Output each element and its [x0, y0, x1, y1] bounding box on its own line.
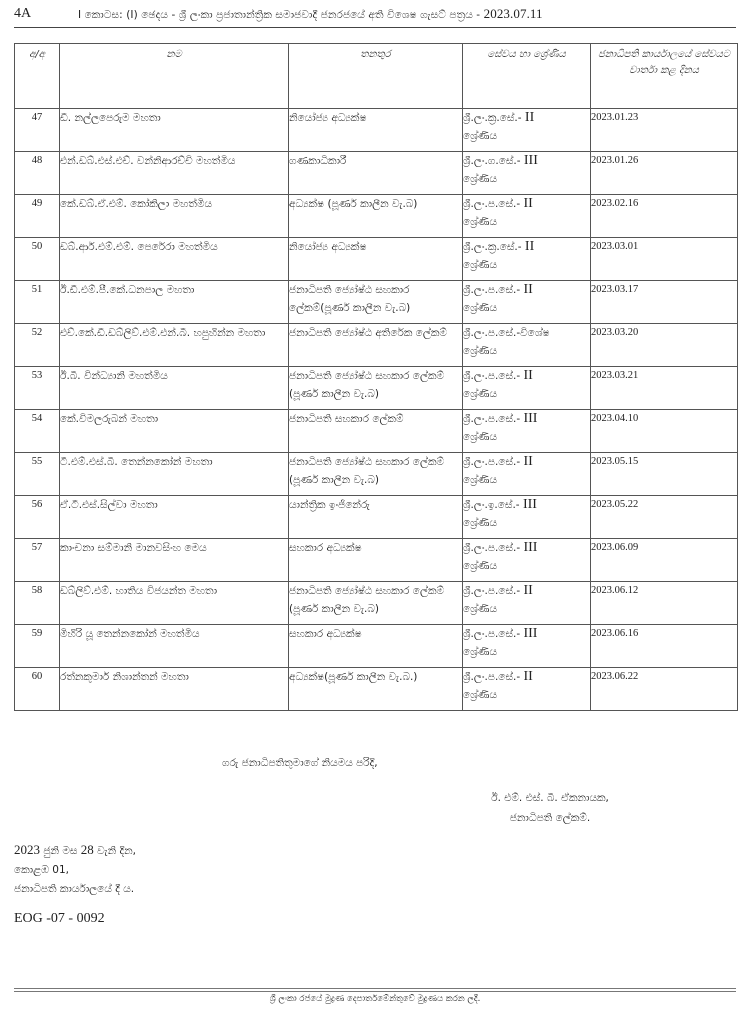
row-name: එන්.ඩබ්.එස්.එච්. වන්නිආරච්චි මහත්මිය — [60, 152, 289, 195]
row-name: ඩී. නල්ලපෙරුම මහතා — [60, 109, 289, 152]
signature-block — [460, 788, 640, 828]
row-report-date: 2023.06.22 — [591, 668, 738, 711]
row-serial: 47 — [15, 109, 60, 152]
service-code: ශ්‍රී.ලං.ග.සේ.- — [463, 155, 521, 167]
col-header-service-grade: සේවය හා ශ්‍රේණිය — [463, 44, 591, 109]
row-report-date: 2023.05.15 — [591, 453, 738, 496]
issue-date-line — [14, 840, 136, 861]
col-header-name: නම — [60, 44, 289, 109]
service-code: ශ්‍රී.ලං.ප.සේ.- — [463, 628, 521, 640]
service-line — [463, 238, 590, 256]
grade-word: ශ්‍රේණිය — [463, 560, 497, 572]
row-name: ඩබ්ලිව්.එම්. හාතිය විජයන්ත මහතා — [60, 582, 289, 625]
service-code: ශ්‍රී.ලං.ප.සේ.- — [463, 542, 521, 554]
row-report-date: 2023.03.20 — [591, 324, 738, 367]
service-class: III — [523, 411, 538, 426]
reference-number: EOG -07 - 0092 — [14, 911, 105, 926]
table-row — [15, 281, 738, 324]
service-class: II — [523, 583, 533, 598]
table-row — [15, 453, 738, 496]
row-report-date: 2023.06.16 — [591, 625, 738, 668]
issue-year: 2023 — [14, 842, 40, 857]
issue-month: ජුනි මස — [43, 845, 78, 857]
row-name: ඊ.බී. වින්ධ්‍යානි මහත්මිය — [60, 367, 289, 410]
row-position: නියෝජ්‍ය අධ්‍යක්ෂ — [289, 109, 463, 152]
grade-word: ශ්‍රේණිය — [463, 517, 497, 529]
service-class: II — [524, 239, 535, 254]
row-name: රත්නකුමාර් නිශාන්තන් මහතා — [60, 668, 289, 711]
service-class: III — [523, 540, 538, 555]
gazette-date: 2023.07.11 — [483, 6, 543, 21]
service-code: ශ්‍රී.ලං.ප.සේ.- — [463, 585, 521, 597]
service-line — [463, 324, 590, 342]
row-report-date: 2023.05.22 — [591, 496, 738, 539]
service-code: ශ්‍රී.ලං.ප.සේ.- — [463, 284, 521, 296]
service-class: III — [523, 153, 538, 168]
service-code: ශ්‍රී.ලං.ප.සේ.- — [463, 370, 521, 382]
issue-place-date — [14, 840, 136, 899]
row-service-grade — [463, 195, 591, 238]
table-row — [15, 496, 738, 539]
row-service-grade — [463, 496, 591, 539]
service-line — [463, 195, 590, 213]
table-row — [15, 238, 738, 281]
row-name: ඩබ්.ආර්.එම්.එම්. පෙරේරා මහත්මිය — [60, 238, 289, 281]
signatory-title: ජනාධිපති ලේකම්. — [509, 812, 591, 824]
grade-word: ශ්‍රේණිය — [463, 474, 497, 486]
issue-day-suffix: වැනි දින, — [97, 845, 136, 857]
row-report-date: 2023.01.23 — [591, 109, 738, 152]
row-position: නියෝජ්‍ය අධ්‍යක්ෂ — [289, 238, 463, 281]
gazette-title-text: I කොටස: (I) ඡෙදය - ශ්‍රී ලංකා ප්‍රජාතාන්ත්‍රික සමාජවාදී ජනරජයේ අති විශෙෂ ගැසට් පත්‍රය - — [78, 9, 481, 21]
row-serial: 54 — [15, 410, 60, 453]
row-serial: 50 — [15, 238, 60, 281]
row-name: කේ.ඩබ්.ඒ.එම්. කෝකිලා මහත්මිය — [60, 195, 289, 238]
grade-word: ශ්‍රේණිය — [463, 173, 497, 185]
service-line — [463, 582, 590, 600]
row-serial: 60 — [15, 668, 60, 711]
table-row — [15, 668, 738, 711]
row-service-grade — [463, 367, 591, 410]
table-row — [15, 109, 738, 152]
grade-word: ශ්‍රේණිය — [463, 689, 497, 701]
row-serial: 56 — [15, 496, 60, 539]
table-row — [15, 324, 738, 367]
row-service-grade — [463, 410, 591, 453]
row-serial: 49 — [15, 195, 60, 238]
row-report-date: 2023.06.12 — [591, 582, 738, 625]
grade-word: ශ්‍රේණිය — [463, 603, 497, 615]
grade-word: ශ්‍රේණිය — [463, 259, 497, 271]
col-header-position: තනතුර — [289, 44, 463, 109]
row-position: සහකාර අධ්‍යක්ෂ — [289, 539, 463, 582]
row-service-grade — [463, 582, 591, 625]
row-name: ඒ.ටී.එස්.සිල්වා මහතා — [60, 496, 289, 539]
row-position: ජනාධිපති ජ්‍යෝෂ්ඨ සහකාර ලේකම් (පූර්ණ කාලීන වැ.බ) — [289, 453, 463, 496]
table-row — [15, 152, 738, 195]
order-statement: ගරු ජනාධිපතිතුමාගේ නියමය පරිදි, — [222, 757, 378, 769]
row-position: ජනාධිපති ජ්‍යෝෂ්ඨ අතිරේක ලේකම් — [289, 324, 463, 367]
row-position: ගණකාධිකාරී — [289, 152, 463, 195]
printer-imprint: ශ්‍රී ලංකා රජයේ මුද්‍රණ දෙපාර්තමේන්තුවේ මුද්‍රණය කරන ලදී. — [269, 994, 481, 1004]
row-position: අධ්‍යක්ෂ (පූර්ණ කාලීන වැ.බ) — [289, 195, 463, 238]
grade-word: ශ්‍රේණිය — [463, 130, 497, 142]
service-code: ශ්‍රී.ලං.ප.සේ.- — [463, 413, 521, 425]
service-class: II — [524, 110, 535, 125]
row-report-date: 2023.04.10 — [591, 410, 738, 453]
gazette-title — [78, 4, 543, 25]
row-position: ජනාධිපති ජ්‍යෝෂ්ඨ සහකාර ලේකම්(පූර්ණ කාලීන වැ.බ) — [289, 281, 463, 324]
service-line — [463, 152, 590, 170]
service-line — [463, 625, 590, 643]
row-name: ඊ.ඩී.එම්.පී.කේ.ධනපාල මහතා — [60, 281, 289, 324]
col-header-report-date: ජනාධිපති කාර්යාලයේ සේවයට වාර්තා කළ දිනය — [591, 44, 738, 109]
service-class: II — [523, 669, 533, 684]
service-code: ශ්‍රී.ලං.ප.සේ.-විශේෂ — [463, 327, 550, 339]
row-position: සහකාර අධ්‍යක්ෂ — [289, 625, 463, 668]
row-name: මිහිරි යූ තෙන්නකෝන් මහත්මිය — [60, 625, 289, 668]
service-class: III — [523, 626, 538, 641]
row-service-grade — [463, 152, 591, 195]
table-row — [15, 625, 738, 668]
row-report-date: 2023.01.26 — [591, 152, 738, 195]
row-name: ටී.එම්.එස්.බී. තෙන්නකෝන් මහතා — [60, 453, 289, 496]
header-divider — [14, 27, 736, 28]
row-serial: 55 — [15, 453, 60, 496]
page-number: 4A — [14, 6, 32, 21]
row-name: එච්.කේ.ඩී.ඩබ්ලිව්.එම්.එන්.බී. හපුහින්න මහතා — [60, 324, 289, 367]
row-serial: 53 — [15, 367, 60, 410]
service-line — [463, 453, 590, 471]
issue-day: 28 — [80, 842, 94, 857]
service-line — [463, 410, 590, 428]
service-line — [463, 281, 590, 299]
row-serial: 52 — [15, 324, 60, 367]
service-class: II — [523, 282, 533, 297]
row-service-grade — [463, 238, 591, 281]
row-service-grade — [463, 625, 591, 668]
row-serial: 58 — [15, 582, 60, 625]
grade-word: ශ්‍රේණිය — [463, 302, 497, 314]
service-line — [463, 668, 590, 686]
row-report-date: 2023.03.01 — [591, 238, 738, 281]
service-line — [463, 109, 590, 127]
row-serial: 48 — [15, 152, 60, 195]
row-position: ජනාධිපති ජ්‍යෝෂ්ඨ සහකාර ලේකම් (පූර්ණ කාලීන වැ.බ) — [289, 582, 463, 625]
service-code: ශ්‍රී.ලං.ප.සේ.- — [463, 198, 521, 210]
service-line — [463, 367, 590, 385]
service-code: ශ්‍රී.ලං.ක්‍ර.සේ.- — [463, 112, 522, 124]
gazette-header — [14, 4, 736, 26]
table-row — [15, 582, 738, 625]
row-service-grade — [463, 324, 591, 367]
service-line — [463, 539, 590, 557]
row-position: ජනාධිපති ජ්‍යෝෂ්ඨ සහකාර ලේකම් (පූර්ණ කාලීන වැ.බ) — [289, 367, 463, 410]
footer-divider-bottom — [14, 991, 736, 992]
col-header-serial: අ/අ — [15, 44, 60, 109]
table-row — [15, 195, 738, 238]
table-header-row — [15, 44, 738, 109]
row-name: කේ.විමලරුබන් මහතා — [60, 410, 289, 453]
service-code: ශ්‍රී.ලං.ක්‍ර.සේ.- — [463, 241, 522, 253]
service-class: II — [523, 368, 533, 383]
row-service-grade — [463, 453, 591, 496]
issue-city: කොළඹ 01, — [14, 864, 69, 876]
row-position: අධ්‍යක්ෂ(පූර්ණ කාලීන වැ.බ.) — [289, 668, 463, 711]
service-code: ශ්‍රී.ලං.ප.සේ.- — [463, 671, 521, 683]
row-service-grade — [463, 281, 591, 324]
row-report-date: 2023.02.16 — [591, 195, 738, 238]
row-serial: 51 — [15, 281, 60, 324]
row-name: කාංචනා සම්මානි මානවසිංහ මෙය — [60, 539, 289, 582]
row-position: ජනාධිපති සහකාර ලේකම් — [289, 410, 463, 453]
issue-office: ජනාධිපති කාර්යාලයේ දී ය. — [14, 883, 135, 895]
footer-divider-top — [14, 988, 736, 989]
signatory-name: ඊ. එම්. එස්. බී. ඒකනායක, — [491, 792, 609, 804]
row-service-grade — [463, 109, 591, 152]
grade-word: ශ්‍රේණිය — [463, 431, 497, 443]
service-code: ශ්‍රී.ලං.ප.සේ.- — [463, 456, 521, 468]
table-row — [15, 410, 738, 453]
table-row — [15, 539, 738, 582]
row-serial: 59 — [15, 625, 60, 668]
grade-word: ශ්‍රේණිය — [463, 388, 497, 400]
table-row — [15, 367, 738, 410]
row-report-date: 2023.03.17 — [591, 281, 738, 324]
service-class: II — [523, 454, 533, 469]
row-position: යාන්ත්‍රික ඉංජිනේරු — [289, 496, 463, 539]
row-report-date: 2023.06.09 — [591, 539, 738, 582]
row-service-grade — [463, 539, 591, 582]
row-serial: 57 — [15, 539, 60, 582]
row-report-date: 2023.03.21 — [591, 367, 738, 410]
row-service-grade — [463, 668, 591, 711]
appointments-table — [14, 43, 738, 711]
service-class: III — [522, 497, 537, 512]
grade-word: ශ්‍රේණිය — [463, 646, 497, 658]
grade-word: ශ්‍රේණිය — [463, 345, 497, 357]
service-line — [463, 496, 590, 514]
grade-word: ශ්‍රේණිය — [463, 216, 497, 228]
service-class: II — [523, 196, 533, 211]
service-code: ශ්‍රී.ලං.ඉ.සේ.- — [463, 499, 520, 511]
